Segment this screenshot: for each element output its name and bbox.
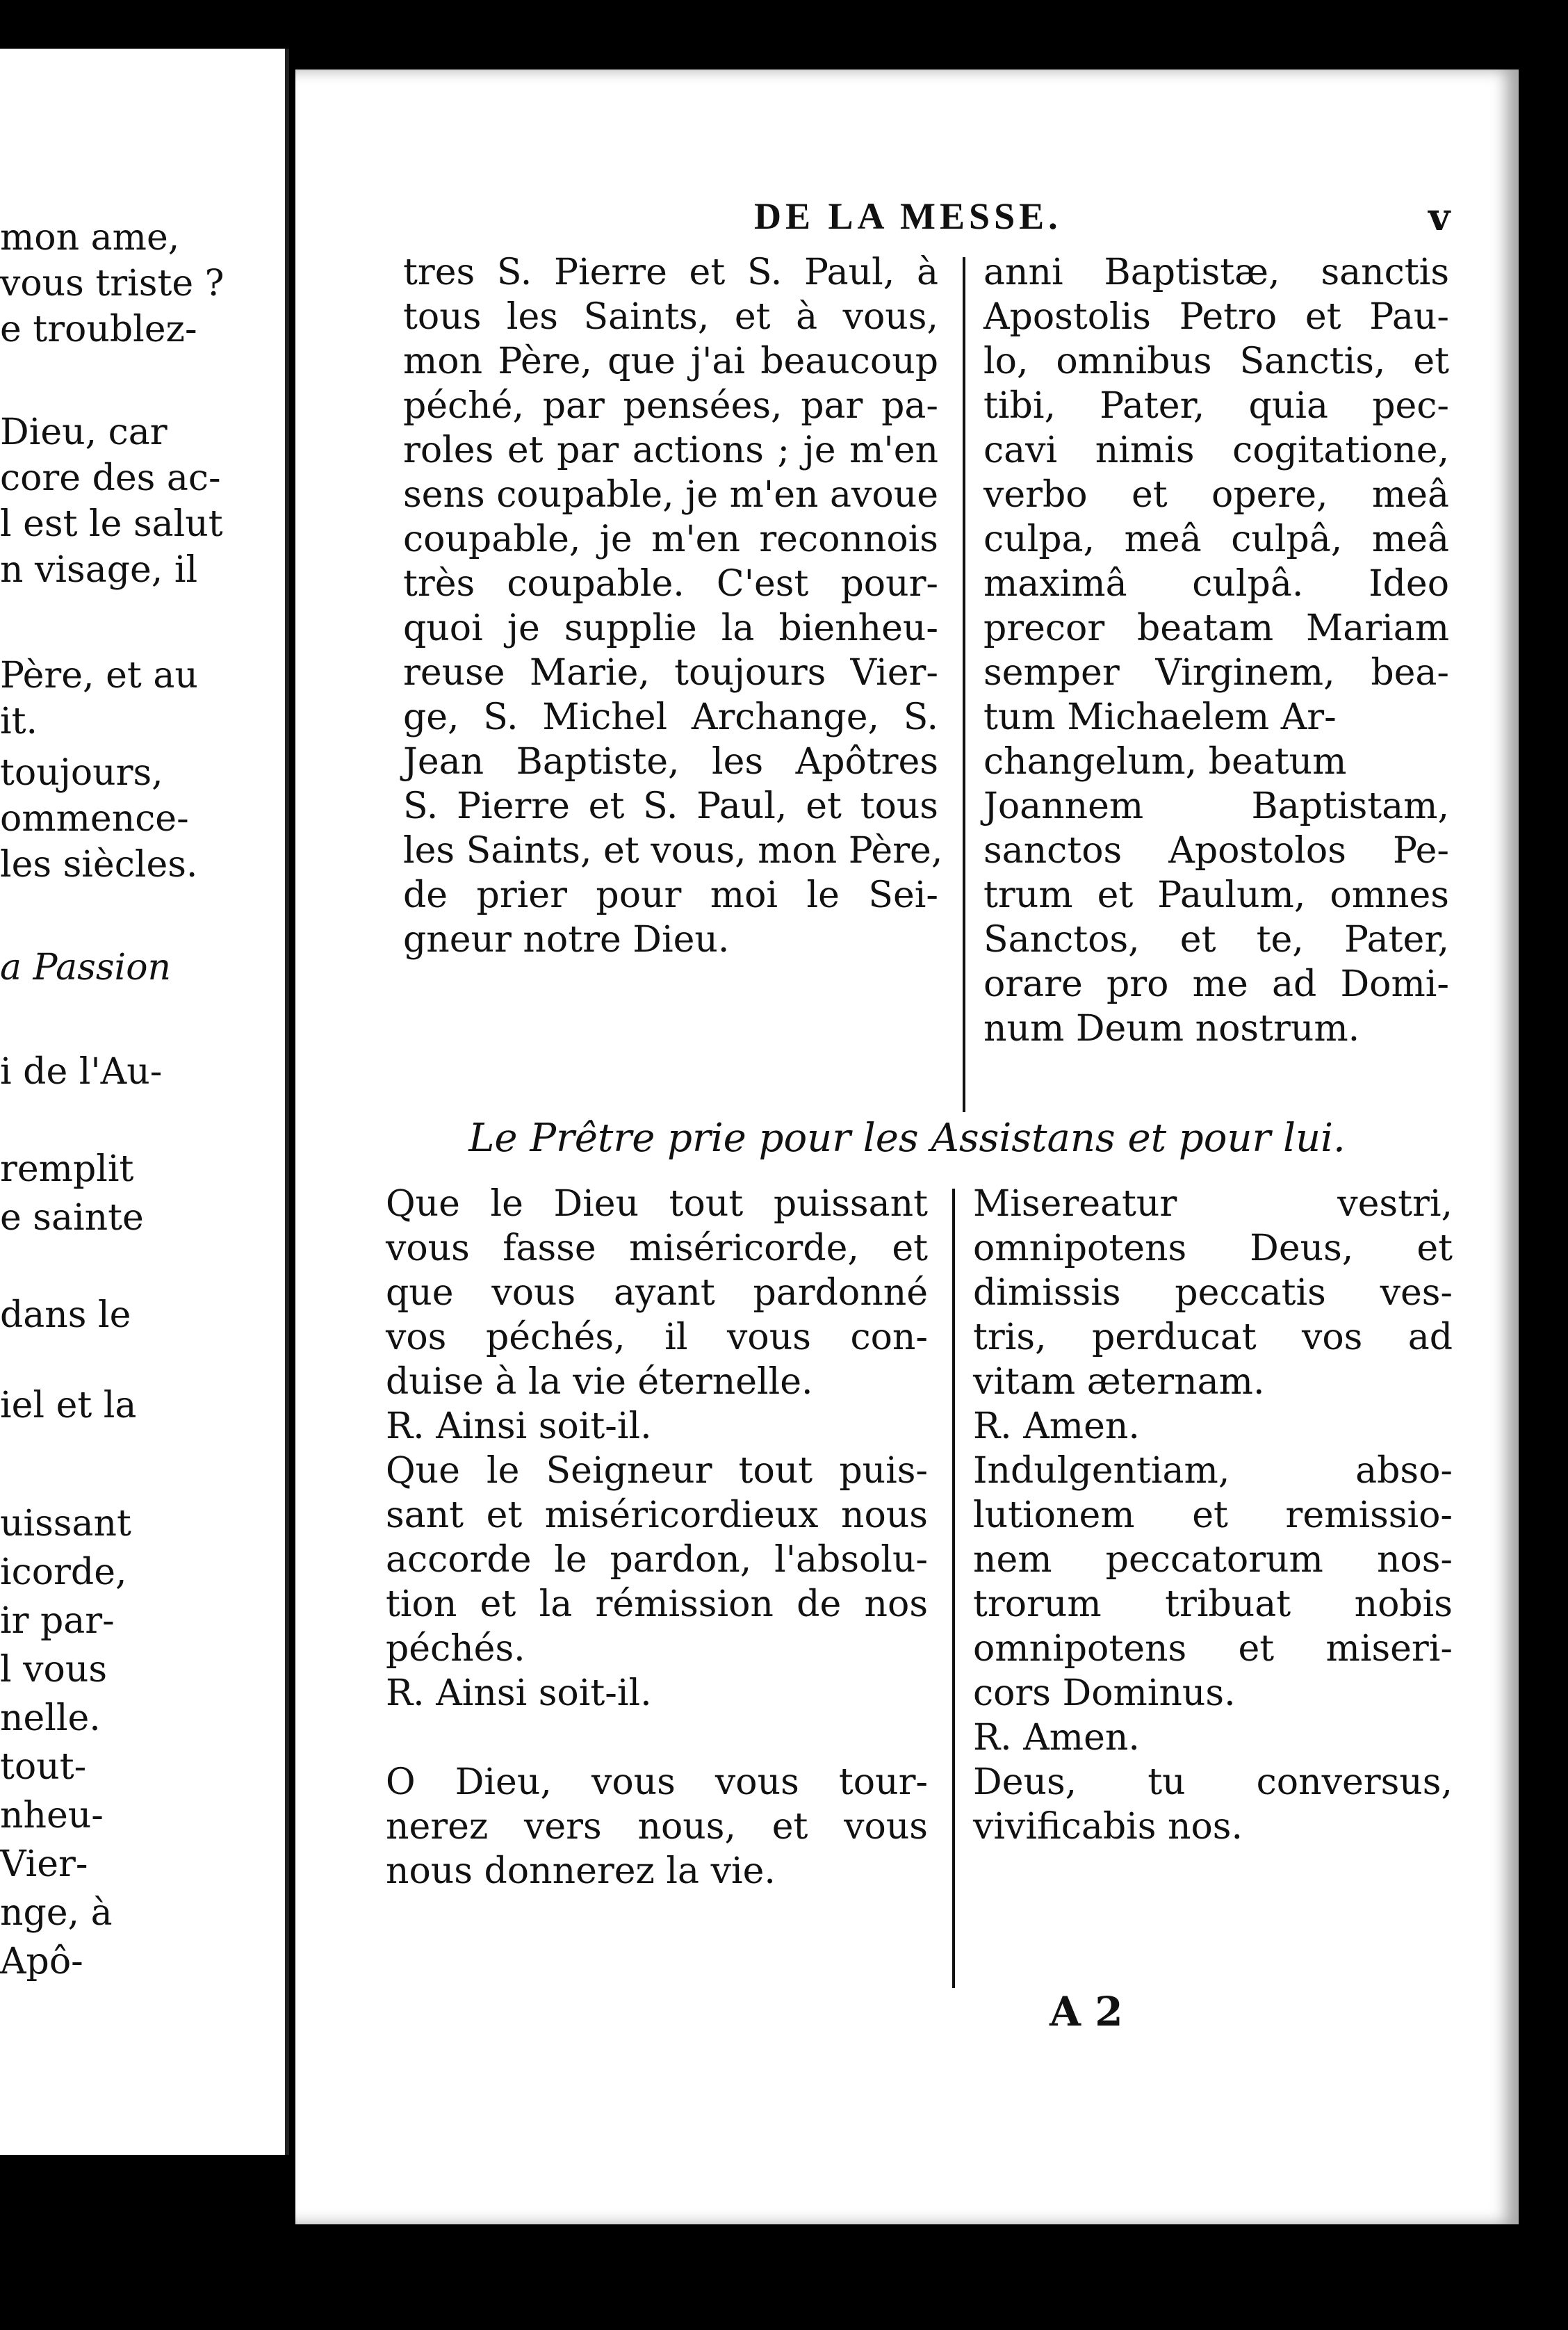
text-line: Jean Baptiste, les Apôtres bbox=[403, 741, 938, 783]
text-line: cavi nimis cogitatione, bbox=[983, 430, 1449, 471]
text-line: quoi je supplie la bienheu- bbox=[403, 608, 938, 649]
text-line: tris, perducat vos ad bbox=[973, 1317, 1453, 1358]
text-line: trum et Paulum, omnes bbox=[983, 874, 1449, 916]
text-line: R. Ainsi soit-il. bbox=[386, 1672, 652, 1714]
left-page-fragment: l est le salut bbox=[0, 503, 223, 545]
text-line: Misereatur vestri, bbox=[973, 1183, 1453, 1225]
text-line: trorum tribuat nobis bbox=[973, 1583, 1453, 1625]
left-page-fragment: Père, et au bbox=[0, 655, 198, 696]
left-page-fragment: les siècles. bbox=[0, 844, 198, 886]
left-page-fragment: ommence- bbox=[0, 798, 189, 840]
top-column-rule bbox=[963, 257, 965, 1112]
text-line: vous fasse miséricorde, et bbox=[386, 1228, 928, 1269]
left-page-fragment: dans le bbox=[0, 1294, 131, 1336]
bottom-column-rule bbox=[952, 1189, 955, 1988]
text-line: lo, omnibus Sanctis, et bbox=[983, 341, 1449, 382]
text-line: mon Père, que j'ai beaucoup bbox=[403, 341, 938, 382]
rubric: Le Prêtre prie pour les Assistans et pour lui. bbox=[468, 1116, 1346, 1161]
left-page-fragment: nelle. bbox=[0, 1697, 101, 1739]
left-page-fragment: uissant bbox=[0, 1503, 131, 1545]
text-line: nem peccatorum nos- bbox=[973, 1539, 1453, 1581]
left-page-fragment: it. bbox=[0, 701, 38, 742]
text-line: changelum, beatum bbox=[983, 741, 1347, 783]
left-page-fragment: remplit bbox=[0, 1148, 134, 1190]
text-line: sens coupable, je m'en avoue bbox=[403, 474, 938, 516]
text-line: omnipotens Deus, et bbox=[973, 1228, 1453, 1269]
signature-mark: A 2 bbox=[1050, 1988, 1123, 2035]
text-line: Sanctos, et te, Pater, bbox=[983, 919, 1449, 961]
text-line: accorde le pardon, l'absolu- bbox=[386, 1539, 928, 1581]
left-page-fragment: e sainte bbox=[0, 1197, 144, 1239]
left-page-fragment: core des ac- bbox=[0, 457, 221, 499]
text-line: dimissis peccatis ves- bbox=[973, 1272, 1453, 1314]
left-page-fragment: tout- bbox=[0, 1746, 87, 1788]
text-line: maximâ culpâ. Ideo bbox=[983, 563, 1449, 605]
text-line: péché, par pensées, par pa- bbox=[403, 385, 938, 427]
text-line: vitam æternam. bbox=[973, 1361, 1265, 1403]
left-page-fragment: icorde, bbox=[0, 1551, 127, 1593]
text-line: anni Baptistæ, sanctis bbox=[983, 252, 1449, 293]
text-line: R. Ainsi soit-il. bbox=[386, 1406, 652, 1447]
text-line: nous donnerez la vie. bbox=[386, 1850, 776, 1892]
text-line: semper Virginem, bea- bbox=[983, 652, 1449, 694]
left-page-fragment: ir par- bbox=[0, 1600, 115, 1642]
text-line: tion et la rémission de nos bbox=[386, 1583, 928, 1625]
text-line: R. Amen. bbox=[973, 1406, 1140, 1447]
left-page-fragment: a Passion bbox=[0, 947, 171, 988]
left-page-fragment: i de l'Au- bbox=[0, 1051, 163, 1093]
left-page-fragment: n visage, il bbox=[0, 549, 198, 591]
text-line: duise à la vie éternelle. bbox=[386, 1361, 813, 1403]
text-line: Que le Seigneur tout puis- bbox=[386, 1450, 928, 1492]
text-line: tous les Saints, et à vous, bbox=[403, 296, 938, 338]
left-page-fragment: e troublez- bbox=[0, 309, 197, 350]
top-latin-column bbox=[983, 250, 1449, 1051]
text-line: num Deum nostrum. bbox=[983, 1008, 1360, 1050]
text-line: vos péchés, il vous con- bbox=[386, 1317, 928, 1358]
text-line: Deus, tu conversus, bbox=[973, 1761, 1453, 1803]
text-line: très coupable. C'est pour- bbox=[403, 563, 938, 605]
text-line: Apostolis Petro et Pau- bbox=[983, 296, 1449, 338]
text-line: Joannem Baptistam, bbox=[983, 785, 1449, 827]
text-line: omnipotens et miseri- bbox=[973, 1628, 1453, 1670]
text-line: lutionem et remissio- bbox=[973, 1494, 1453, 1536]
text-line bbox=[386, 1716, 928, 1760]
text-line: que vous ayant pardonné bbox=[386, 1272, 928, 1314]
text-line: R. Amen. bbox=[973, 1717, 1140, 1759]
text-line: ge, S. Michel Archange, S. bbox=[403, 696, 938, 738]
right-page bbox=[295, 70, 1519, 2224]
text-line: Indulgentiam, abso- bbox=[973, 1450, 1453, 1492]
text-line: Que le Dieu tout puissant bbox=[386, 1183, 928, 1225]
left-page-fragment: iel et la bbox=[0, 1385, 137, 1426]
text-line: vivificabis nos. bbox=[973, 1806, 1243, 1848]
page-mark: v bbox=[1428, 195, 1451, 239]
text-line: orare pro me ad Domi- bbox=[983, 963, 1449, 1005]
text-line: péchés. bbox=[386, 1628, 525, 1670]
text-line: tum Michaelem Ar- bbox=[983, 696, 1337, 738]
text-line: culpa, meâ culpâ, meâ bbox=[983, 519, 1449, 560]
left-page-fragment: toujours, bbox=[0, 752, 163, 794]
text-line: S. Pierre et S. Paul, et tous bbox=[403, 785, 938, 827]
text-line: tres S. Pierre et S. Paul, à bbox=[403, 252, 938, 293]
text-line: reuse Marie, toujours Vier- bbox=[403, 652, 938, 694]
left-page-fragment: l vous bbox=[0, 1649, 108, 1691]
bottom-latin-column bbox=[973, 1182, 1453, 1849]
text-line: nerez vers nous, et vous bbox=[386, 1806, 928, 1848]
left-page-fragment: nheu- bbox=[0, 1795, 104, 1836]
left-page-fragment: Dieu, car bbox=[0, 412, 168, 453]
text-line: gneur notre Dieu. bbox=[403, 919, 730, 961]
text-line: sant et miséricordieux nous bbox=[386, 1494, 928, 1536]
left-page-fragment: Apô- bbox=[0, 1941, 83, 1982]
left-page-fragment: Vier- bbox=[0, 1843, 88, 1885]
text-line: tibi, Pater, quia pec- bbox=[983, 385, 1449, 427]
left-page-fragment: vous triste ? bbox=[0, 263, 224, 304]
text-line: precor beatam Mariam bbox=[983, 608, 1449, 649]
left-page bbox=[0, 49, 289, 2155]
running-header bbox=[295, 195, 1519, 239]
page-title: DE LA MESSE. bbox=[754, 195, 1062, 237]
left-page-fragment: nge, à bbox=[0, 1892, 113, 1934]
text-line: O Dieu, vous vous tour- bbox=[386, 1761, 928, 1803]
bottom-french-column bbox=[386, 1182, 928, 1893]
text-line: coupable, je m'en reconnois bbox=[403, 519, 938, 560]
text-line: cors Dominus. bbox=[973, 1672, 1236, 1714]
text-line: de prier pour moi le Sei- bbox=[403, 874, 938, 916]
text-line: verbo et opere, meâ bbox=[983, 474, 1449, 516]
top-french-column bbox=[403, 250, 943, 962]
text-line: les Saints, et vous, mon Père, bbox=[403, 830, 943, 872]
left-page-fragment: mon ame, bbox=[0, 217, 180, 259]
text-line: roles et par actions ; je m'en bbox=[403, 430, 938, 471]
text-line: sanctos Apostolos Pe- bbox=[983, 830, 1449, 872]
